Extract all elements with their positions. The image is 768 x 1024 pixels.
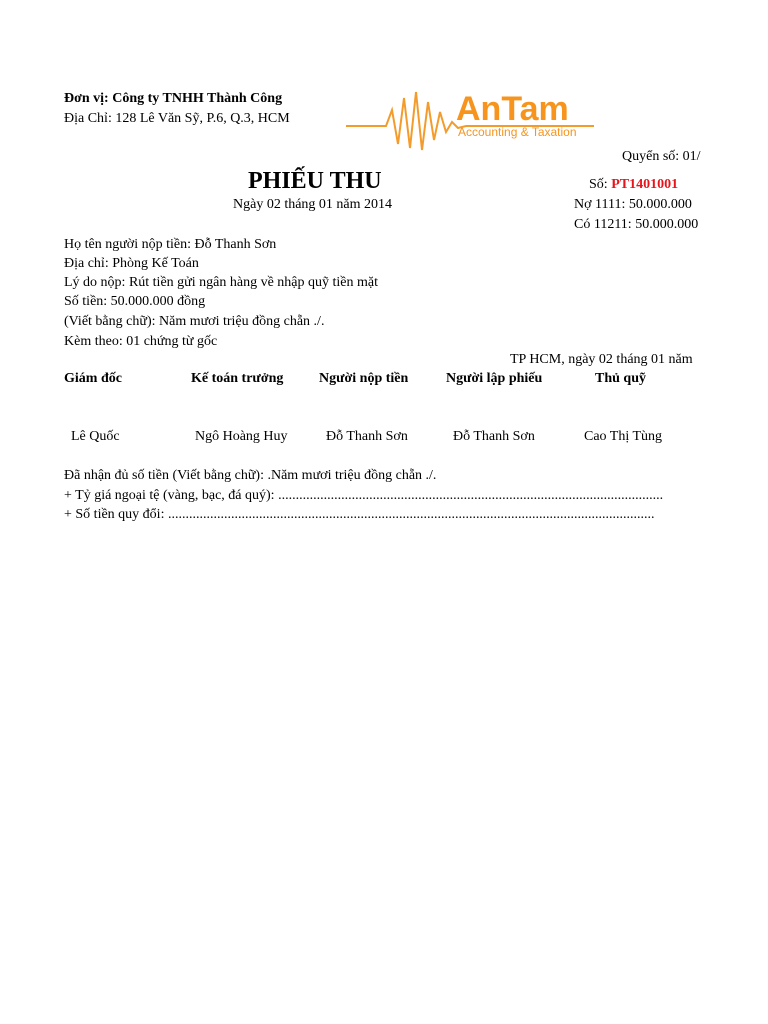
converted-amount-line: + Số tiền quy đổi: ........................................................................................................................................... (64, 507, 655, 522)
exchange-rate-line: + Tỷ giá ngoại tệ (vàng, bạc, đá quý): .............................................................................................................. (64, 488, 664, 503)
payer-address: Địa chỉ: Phòng Kế Toán (64, 256, 199, 271)
receipt-number-value: PT1401001 (611, 177, 679, 192)
document-title: PHIẾU THU (248, 168, 382, 194)
credit-account: Có 11211: 50.000.000 (574, 217, 699, 232)
company-address: Địa Chỉ: 128 Lê Văn Sỹ, P.6, Q.3, HCM (64, 111, 290, 126)
amount-in-words: (Viết bằng chữ): Năm mươi triệu đồng chẵn ./. (64, 314, 325, 329)
payment-reason: Lý do nộp: Rút tiền gửi ngân hàng về nhập quỹ tiền mặt (64, 275, 378, 290)
antam-logo (346, 88, 598, 156)
role-payer: Người nộp tiền (319, 371, 409, 386)
role-director: Giám đốc (64, 371, 122, 386)
logo-tagline: Accounting & Taxation (458, 125, 577, 139)
receipt-number (589, 178, 678, 192)
name-cashier: Cao Thị Tùng (584, 429, 663, 444)
attached-documents: Kèm theo: 01 chứng từ gốc (64, 334, 218, 349)
receipt-number-label: Số: (589, 177, 608, 192)
amount: Số tiền: 50.000.000 đồng (64, 294, 206, 309)
company-name: Công ty TNHH Thành Công (112, 91, 283, 106)
name-director: Lê Quốc (71, 429, 120, 444)
name-chief-accountant: Ngô Hoàng Huy (195, 429, 288, 444)
debit-account: Nợ 1111: 50.000.000 (574, 197, 692, 212)
document-date: Ngày 02 tháng 01 năm 2014 (233, 197, 393, 212)
role-chief-accountant: Kế toán trưởng (191, 371, 284, 386)
place-date: TP HCM, ngày 02 tháng 01 năm (510, 352, 693, 367)
role-preparer: Người lập phiếu (446, 371, 543, 386)
payer-name: Họ tên người nộp tiền: Đỗ Thanh Sơn (64, 237, 277, 252)
book-number: Quyển số: 01/ (622, 149, 701, 164)
company-unit-label: Đơn vị: (64, 91, 109, 106)
role-cashier: Thủ quỹ (595, 371, 646, 386)
logo-brand: AnTam (456, 90, 569, 128)
name-payer: Đỗ Thanh Sơn (326, 429, 408, 444)
name-preparer: Đỗ Thanh Sơn (453, 429, 535, 444)
received-amount: Đã nhận đủ số tiền (Viết bằng chữ): .Năm mươi triệu đồng chẵn ./. (64, 468, 437, 483)
company-unit (64, 92, 282, 106)
